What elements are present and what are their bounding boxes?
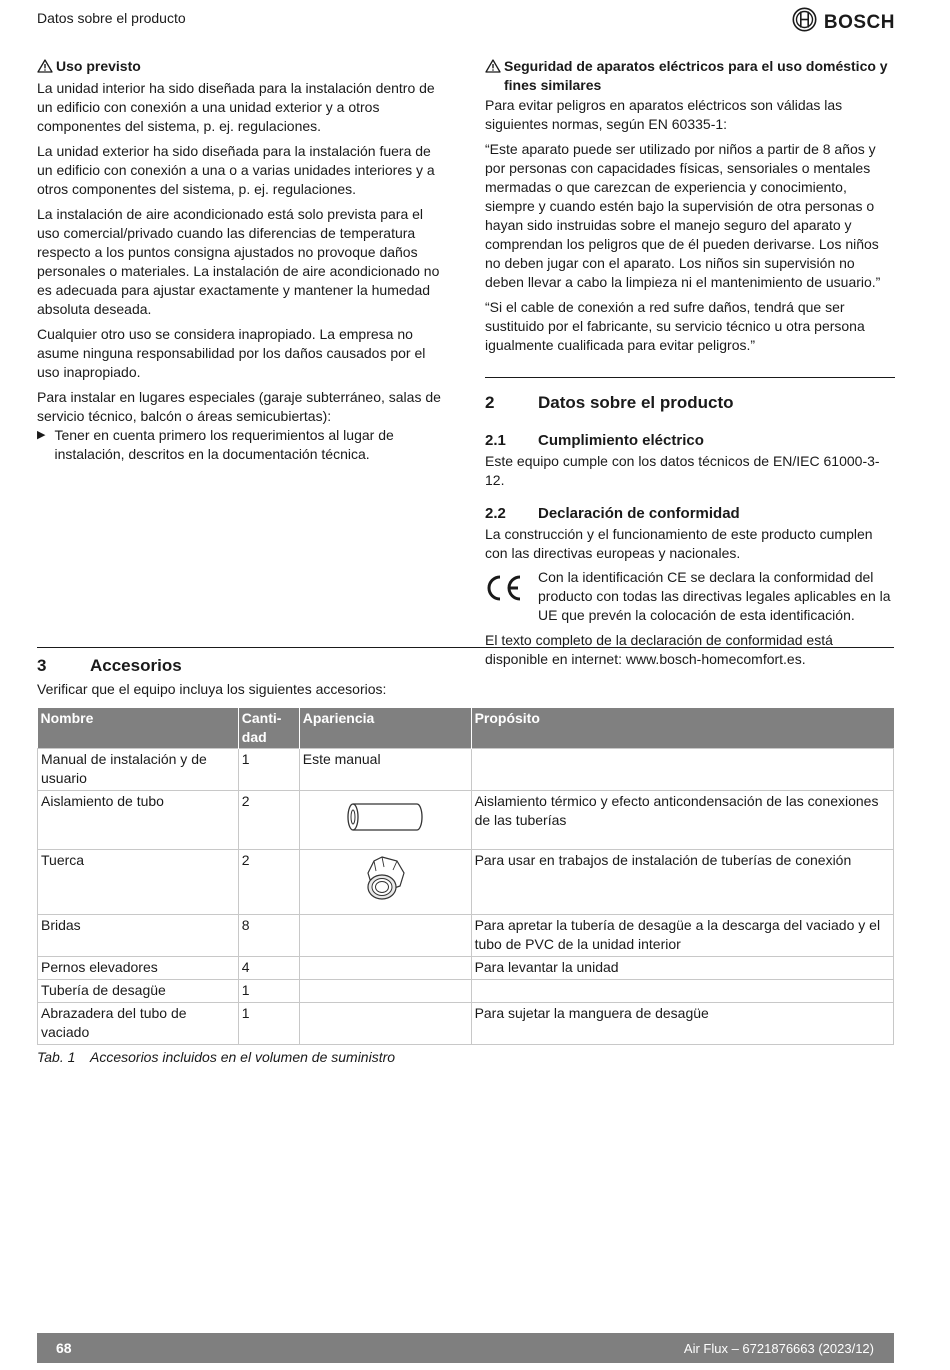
section-title: Declaración de conformidad [538,505,740,522]
list-item-text: Tener en cuenta primero los requerimientos al lugar de instalación, descritos en la documentación técnica. [54,427,394,462]
table-cell: Para sujetar la manguera de desagüe [471,1003,893,1045]
paragraph: La unidad interior ha sido diseñada para la instalación dentro de un edificio con conexión a una unidad exterior y a otros componentes del sistema, p. ej. regulaciones. [37,80,435,134]
section-number: 2.2 [485,505,506,522]
brand-logo [792,7,895,37]
table-cell: Tubería de desagüe [38,980,239,1003]
paragraph: La instalación de aire acondicionado está solo prevista para el uso comercial/privado cuando las diferencias de temperatura respecto a los puntos consigna ajustados no provoque daños personales o materiales. La instalación de aire acondicionado no es adecuada para ajustar exactamente y mantener la humedad absoluta deseada. [37,206,440,317]
page-footer [37,1333,894,1363]
column-header: Canti- dad [238,708,299,749]
table-cell: Manual de instalación y de usuario [38,749,239,791]
table-cell [471,980,893,1003]
bosch-armature-icon [792,7,817,37]
table-cell: Este manual [299,749,471,791]
table-cell: Para apretar la tubería de desagüe a la descarga del vaciado y el tubo de PVC de la unidad interior [471,915,893,957]
document-reference: Air Flux – 6721876663 (2023/12) [683,1340,874,1356]
section-divider [485,377,895,378]
table-cell: Para usar en trabajos de instalación de tuberías de conexión [471,850,893,915]
column-header: Propósito [471,708,893,749]
paragraph: Verificar que el equipo incluya los siguientes accesorios: [37,681,387,697]
table-cell: Pernos elevadores [38,957,239,980]
section-title: Datos sobre el producto [538,393,734,412]
paragraph: Cualquier otro uso se considera inapropiado. La empresa no asume ninguna responsabilidad por los daños causados por el uso inapropiado. [37,326,426,380]
table-cell [299,980,471,1003]
table-cell [299,791,471,850]
table-caption-text: Accesorios incluidos en el volumen de suministro [90,1049,396,1065]
table-cell: Para levantar la unidad [471,957,893,980]
table-cell: 1 [238,980,299,1003]
intended-use-heading [37,57,447,78]
table-cell: 2 [238,850,299,915]
table-cell: 1 [238,1003,299,1045]
paragraph: La construcción y el funcionamiento de este producto cumplen con las directivas europeas y nacionales. [485,526,873,561]
ce-text: Con la identificación CE se declara la conformidad del producto con todas las directivas legales aplicables en la UE que prevén la colocación de esta identificación. [538,569,891,623]
table-cell: Aislamiento de tubo [38,791,239,850]
nut-icon [360,892,410,908]
pipe-insulation-icon [345,821,425,837]
table-caption [37,1048,894,1067]
section-3-heading [37,656,894,680]
section-2-heading [485,393,895,417]
section-divider [37,647,894,648]
list-item [37,426,447,464]
paragraph: Este equipo cumple con los datos técnicos de EN/IEC 61000-3-12. [485,453,880,488]
electrical-safety-section [485,57,895,675]
electrical-safety-title: Seguridad de aparatos eléctricos para el uso doméstico y fines similares [504,58,888,93]
paragraph: El texto completo de la declaración de conformidad está disponible en internet: www.bosch-homecomfort.es. [485,632,833,667]
table-cell [299,915,471,957]
triangle-bullet-icon: ▶ [37,429,46,441]
paragraph: Para instalar en lugares especiales (garaje subterráneo, salas de servicio técnico, balcón o áreas semicubiertas): [37,389,441,424]
running-header-title: Datos sobre el producto [37,10,186,26]
warning-triangle-icon [37,59,53,78]
accessories-section [37,647,894,1067]
page-number: 68 [56,1339,72,1356]
section-2-1-heading [485,431,895,450]
section-number: 2.1 [485,432,506,449]
table-row [38,850,894,915]
table-row [38,957,894,980]
intended-use-title: Uso previsto [56,58,141,74]
table-cell: Tuerca [38,850,239,915]
section-title: Cumplimiento eléctrico [538,432,704,449]
brand-name: BOSCH [823,11,895,33]
table-row [38,749,894,791]
ce-mark-icon [485,568,538,607]
paragraph: “Este aparato puede ser utilizado por niños a partir de 8 años y por personas con capacidades físicas, sensoriales o mentales mermadas o que carezcan de experiencia y conocimiento, siempre y cuando estén bajo la supervisión de otra personas o hayan sido instruidas sobre el manejo seguro del aparato y comprendan los peligros que de él pueden derivarse. Los niños no deben jugar con el aparato. Los niños sin supervisión no deben llevar a cabo la limpieza ni el mantenimiento de usuario.” [485,141,881,290]
table-cell: 8 [238,915,299,957]
table-cell [299,1003,471,1045]
table-row [38,915,894,957]
table-row [38,791,894,850]
column-header: Nombre [38,708,239,749]
paragraph: “Si el cable de conexión a red sufre daños, tendrá que ser sustituido por el fabricante, su servicio técnico u otra persona igualmente cualificada para evitar peligros.” [485,299,865,353]
section-2-2-heading [485,504,895,523]
table-cell: Aislamiento térmico y efecto anticondensación de las conexiones de las tuberías [471,791,893,850]
table-row [38,980,894,1003]
table-cell: 1 [238,749,299,791]
accessories-table [37,708,894,1045]
section-number: 3 [37,656,47,675]
table-cell [299,850,471,915]
paragraph: Para evitar peligros en aparatos eléctricos son válidas las siguientes normas, según EN 60335-1: [485,97,843,132]
column-header: Apariencia [299,708,471,749]
table-cell: Abrazadera del tubo de vaciado [38,1003,239,1045]
electrical-safety-heading [485,57,895,95]
table-header-row [38,708,894,749]
intended-use-section [37,57,447,464]
section-title: Accesorios [90,656,182,675]
table-cell [471,749,893,791]
section-number: 2 [485,393,495,412]
table-cell: 2 [238,791,299,850]
table-caption-number: Tab. 1 [37,1049,76,1065]
warning-triangle-icon [485,59,501,78]
ce-declaration [485,568,895,625]
table-cell [299,957,471,980]
table-row [38,1003,894,1045]
table-cell: 4 [238,957,299,980]
table-cell: Bridas [38,915,239,957]
paragraph: La unidad exterior ha sido diseñada para la instalación fuera de un edificio con conexión a una o a varias unidades interiores y a otros componentes del sistema, p. ej. regulaciones. [37,143,435,197]
